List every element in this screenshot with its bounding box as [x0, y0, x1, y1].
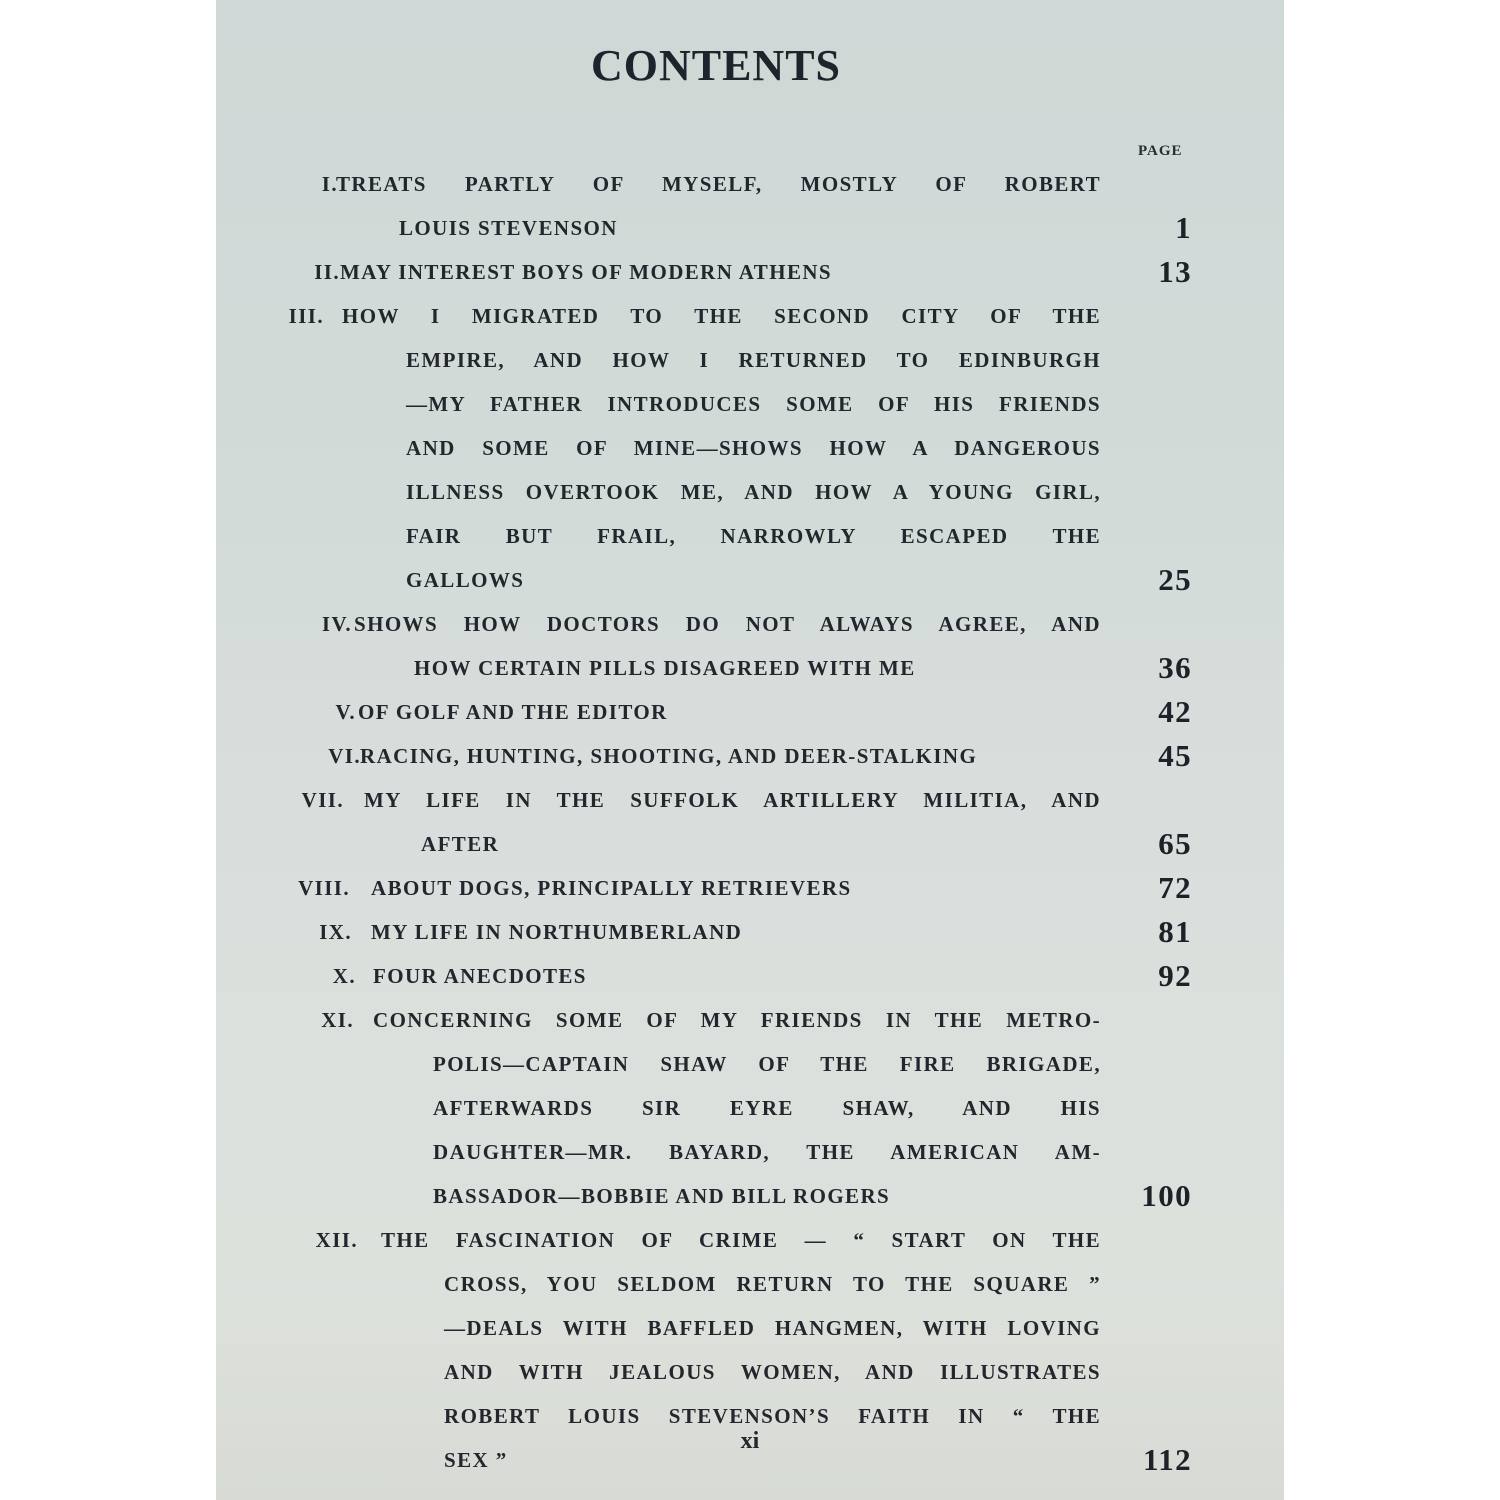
chapter-title-text: MY LIFE IN NORTHUMBERLAND — [371, 920, 743, 944]
toc-entry-first-line — [216, 954, 1284, 998]
chapter-title-text: MY LIFE IN THE SUFFOLK ARTILLERY MILITIA, AND — [364, 788, 1101, 812]
chapter-title-text: OF GOLF AND THE EDITOR — [358, 700, 668, 724]
book-page — [216, 0, 1284, 1500]
chapter-title-text: ABOUT DOGS, PRINCIPALLY RETRIEVERS — [371, 876, 852, 900]
toc-entry-first-line — [216, 602, 1284, 646]
toc-entry — [216, 954, 1284, 998]
chapter-numeral: XII. — [315, 1228, 358, 1252]
toc-entry — [216, 294, 1284, 602]
page-number: 36 — [1158, 650, 1192, 685]
toc-entry — [216, 866, 1284, 910]
toc-entry-continuation-line — [216, 1042, 1284, 1086]
chapter-numeral: V. — [335, 700, 356, 724]
chapter-numeral: VII. — [301, 788, 344, 812]
chapter-title-text: FOUR ANECDOTES — [373, 964, 587, 988]
page-number: 1 — [1175, 210, 1192, 245]
toc-entry — [216, 690, 1284, 734]
chapter-numeral: III. — [288, 304, 324, 328]
chapter-title-text: CONCERNING SOME OF MY FRIENDS IN THE METRO- — [373, 1008, 1101, 1032]
toc-entry-continuation-line — [216, 206, 1284, 250]
chapter-title-text: ROBERT LOUIS STEVENSON’S FAITH IN “ THE — [444, 1404, 1101, 1428]
page-folio: xi — [740, 1428, 760, 1454]
toc-entry — [216, 910, 1284, 954]
toc-entry-continuation-line — [216, 338, 1284, 382]
toc-entry-first-line — [216, 294, 1284, 338]
chapter-numeral: I. — [321, 172, 338, 196]
toc-entry-continuation-line — [216, 1130, 1284, 1174]
chapter-numeral: VI. — [328, 744, 361, 768]
toc-entry-first-line — [216, 910, 1284, 954]
toc-entry-continuation-line — [216, 558, 1284, 602]
page-number: 45 — [1158, 738, 1192, 773]
toc-entry-first-line — [216, 690, 1284, 734]
chapter-title-text: DAUGHTER—MR. BAYARD, THE AMERICAN AM- — [433, 1140, 1101, 1164]
chapter-numeral: IV. — [321, 612, 352, 636]
chapter-numeral: IX. — [319, 920, 352, 944]
chapter-title-text: RACING, HUNTING, SHOOTING, AND DEER-STALKING — [360, 744, 978, 768]
chapter-numeral: XI. — [321, 1008, 354, 1032]
chapter-title-text: —MY FATHER INTRODUCES SOME OF HIS FRIENDS — [406, 392, 1101, 416]
toc-entry-first-line — [216, 734, 1284, 778]
chapter-numeral: X. — [332, 964, 356, 988]
toc-entry-continuation-line — [216, 1086, 1284, 1130]
chapter-title-text: AFTERWARDS SIR EYRE SHAW, AND HIS — [433, 1096, 1101, 1120]
chapter-title-text: POLIS—CAPTAIN SHAW OF THE FIRE BRIGADE, — [433, 1052, 1101, 1076]
chapter-numeral: II. — [314, 260, 340, 284]
chapter-title-text: THE FASCINATION OF CRIME — “ START ON THE — [381, 1228, 1101, 1252]
toc-entry-first-line — [216, 250, 1284, 294]
chapter-title-text: SEX ” — [444, 1448, 508, 1472]
toc-entry — [216, 602, 1284, 690]
chapter-title-text: ILLNESS OVERTOOK ME, AND HOW A YOUNG GIRL, — [406, 480, 1101, 504]
toc-entry-continuation-line — [216, 822, 1284, 866]
chapter-title-text: LOUIS STEVENSON — [399, 216, 618, 240]
toc-entry-continuation-line — [216, 1174, 1284, 1218]
page-title: CONTENTS — [590, 41, 842, 90]
toc-entry — [216, 998, 1284, 1218]
page-number: 65 — [1158, 826, 1192, 861]
chapter-title-text: EMPIRE, AND HOW I RETURNED TO EDINBURGH — [406, 348, 1101, 372]
page-number: 13 — [1158, 254, 1192, 289]
toc-entry-first-line — [216, 778, 1284, 822]
toc-entry — [216, 162, 1284, 250]
toc-entry-first-line — [216, 162, 1284, 206]
page-number: 81 — [1158, 914, 1192, 949]
chapter-title-text: TREATS PARTLY OF MYSELF, MOSTLY OF ROBERT — [336, 172, 1101, 196]
page-column-label: PAGE — [1138, 143, 1183, 159]
chapter-title-text: —DEALS WITH BAFFLED HANGMEN, WITH LOVING — [444, 1316, 1101, 1340]
toc-entry-continuation-line — [216, 514, 1284, 558]
chapter-title-text: AFTER — [421, 832, 500, 856]
toc-entry — [216, 778, 1284, 866]
toc-entry — [216, 734, 1284, 778]
chapter-title-text: AND WITH JEALOUS WOMEN, AND ILLUSTRATES — [444, 1360, 1101, 1384]
chapter-title-text: BASSADOR—BOBBIE AND BILL ROGERS — [433, 1184, 891, 1208]
page-number: 25 — [1158, 562, 1192, 597]
toc-entry-first-line — [216, 1218, 1284, 1262]
toc-entry-continuation-line — [216, 426, 1284, 470]
toc-entry-continuation-line — [216, 1350, 1284, 1394]
chapter-title-text: MAY INTEREST BOYS OF MODERN ATHENS — [340, 260, 832, 284]
page-number: 92 — [1158, 958, 1192, 993]
chapter-title-text: FAIR BUT FRAIL, NARROWLY ESCAPED THE — [406, 524, 1101, 548]
page-number: 112 — [1143, 1442, 1192, 1477]
page-number: 72 — [1158, 870, 1192, 905]
toc-entry — [216, 250, 1284, 294]
toc-entry-continuation-line — [216, 1262, 1284, 1306]
toc-entry-first-line — [216, 998, 1284, 1042]
chapter-title-text: HOW CERTAIN PILLS DISAGREED WITH ME — [414, 656, 916, 680]
toc-entry-continuation-line — [216, 470, 1284, 514]
toc-entry-continuation-line — [216, 646, 1284, 690]
page-number: 100 — [1141, 1178, 1192, 1213]
chapter-title-text: CROSS, YOU SELDOM RETURN TO THE SQUARE ” — [444, 1272, 1101, 1296]
chapter-title-text: HOW I MIGRATED TO THE SECOND CITY OF THE — [342, 304, 1101, 328]
chapter-numeral: VIII. — [298, 876, 350, 900]
toc-entry-continuation-line — [216, 382, 1284, 426]
toc-entry-first-line — [216, 866, 1284, 910]
table-of-contents — [216, 162, 1284, 1482]
chapter-title-text: SHOWS HOW DOCTORS DO NOT ALWAYS AGREE, AND — [354, 612, 1101, 636]
page-number: 42 — [1158, 694, 1192, 729]
chapter-title-text: GALLOWS — [406, 568, 525, 592]
chapter-title-text: AND SOME OF MINE—SHOWS HOW A DANGEROUS — [406, 436, 1101, 460]
toc-entry-continuation-line — [216, 1306, 1284, 1350]
